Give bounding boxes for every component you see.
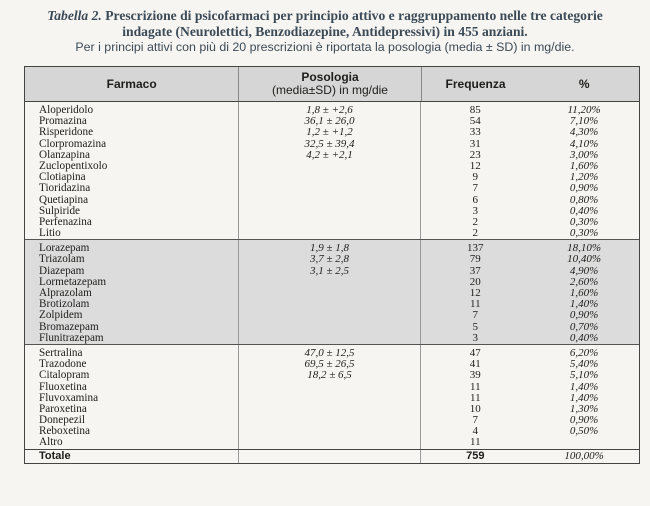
group-neurolettici — [25, 102, 639, 239]
column-percent — [529, 102, 639, 239]
cell-farmaco: Fluvoxamina — [39, 391, 99, 404]
cell-frequenza: 11 — [469, 436, 481, 449]
cell-posologia: 1,2 ± +1,2 — [306, 126, 353, 139]
cell-frequenza: 54 — [469, 115, 481, 128]
cell-percent: 1,30% — [569, 402, 599, 415]
cell-percent: 2,60% — [569, 275, 599, 288]
total-posologia — [239, 450, 422, 463]
cell-posologia: 3,1 ± 2,5 — [310, 264, 350, 277]
cell-frequenza: 11 — [469, 298, 481, 311]
cell-frequenza: 12 — [469, 287, 481, 299]
cell-frequenza: 3 — [472, 204, 479, 217]
cell-farmaco: Citalopram — [39, 369, 90, 382]
cell-frequenza: 11 — [469, 380, 481, 393]
cell-percent: 1,40% — [569, 391, 599, 404]
caption-line2: indagate (Neurolettici, Benzodiazepine, Antidepressivi) in 455 anziani. — [122, 24, 528, 39]
column-posologia — [239, 102, 422, 239]
header-percent: % — [578, 76, 590, 91]
table-header — [25, 67, 639, 102]
cell-farmaco: Risperidone — [39, 126, 94, 139]
column-farmaco — [25, 240, 239, 344]
cell-percent: 0,80% — [569, 193, 599, 206]
cell-farmaco: Lorazepam — [39, 242, 90, 255]
table-body — [25, 102, 639, 449]
column-percent — [529, 240, 639, 344]
cell-frequenza: 31 — [469, 137, 481, 150]
column-frequenza — [421, 345, 529, 449]
cell-percent: 3,00% — [569, 148, 599, 161]
cell-farmaco: Promazina — [39, 115, 87, 128]
cell-percent: 1,40% — [569, 380, 599, 393]
total-label: Totale — [25, 450, 239, 463]
cell-frequenza: 3 — [472, 331, 479, 344]
cell-farmaco: Aloperidolo — [39, 104, 94, 116]
cell-posologia: 69,5 ± 26,5 — [304, 358, 355, 371]
cell-posologia: 18,2 ± 6,5 — [307, 369, 352, 382]
cell-posologia: 47,0 ± 12,5 — [304, 346, 355, 359]
cell-percent: 0,30% — [569, 215, 599, 228]
cell-frequenza: 37 — [469, 264, 481, 277]
header-frequenza: Frequenza — [445, 76, 506, 91]
cell-farmaco: Altro — [39, 436, 63, 449]
total-percent: 100,00% — [564, 449, 604, 462]
cell-frequenza: 7 — [472, 414, 479, 427]
cell-percent: 5,40% — [569, 358, 599, 371]
cell-frequenza: 39 — [469, 369, 481, 382]
cell-percent: 18,10% — [567, 242, 602, 255]
caption-line1: Prescrizione di psicofarmaci per principio attivo e raggruppamento nelle tre categorie — [105, 8, 603, 23]
cell-percent: 4,90% — [569, 264, 599, 277]
cell-percent: 0,90% — [569, 182, 599, 195]
cell-farmaco: Brotizolam — [39, 298, 90, 311]
cell-farmaco: Clorpromazina — [39, 137, 107, 150]
header-farmaco: Farmaco — [25, 67, 239, 101]
cell-percent: 1,40% — [569, 298, 599, 311]
cell-percent: 4,30% — [569, 126, 599, 139]
cell-farmaco: Olanzapina — [39, 148, 90, 161]
cell-percent: 7,10% — [569, 115, 599, 128]
cell-frequenza: 137 — [467, 242, 484, 255]
header-posologia — [239, 67, 421, 101]
cell-frequenza: 4 — [472, 425, 479, 438]
cell-percent: 6,20% — [569, 346, 599, 359]
cell-farmaco: Litio — [39, 227, 61, 240]
cell-posologia: 1,8 ± +2,6 — [306, 104, 353, 116]
cell-farmaco: Triazolam — [39, 253, 85, 266]
cell-farmaco: Alprazolam — [39, 287, 92, 299]
group-antidepressivi — [25, 344, 639, 449]
cell-percent: 0,40% — [569, 331, 599, 344]
cell-frequenza: 7 — [472, 309, 479, 322]
cell-percent: 1,20% — [569, 171, 599, 184]
cell-farmaco: Fluoxetina — [39, 380, 87, 393]
column-frequenza — [421, 102, 529, 239]
column-farmaco — [25, 102, 239, 239]
cell-frequenza: 12 — [469, 159, 481, 172]
column-posologia — [239, 345, 422, 449]
cell-percent: 1,60% — [569, 287, 599, 299]
cell-posologia: 36,1 ± 26,0 — [304, 115, 355, 128]
cell-farmaco: Trazodone — [39, 358, 87, 371]
total-frequenza: 759 — [466, 449, 485, 462]
cell-frequenza: 7 — [472, 182, 479, 195]
cell-frequenza: 33 — [469, 126, 481, 139]
cell-frequenza: 20 — [469, 275, 481, 288]
cell-frequenza: 6 — [472, 193, 479, 206]
cell-frequenza: 5 — [472, 320, 479, 333]
group-benzodiazepine — [25, 239, 639, 344]
column-frequenza — [421, 240, 529, 344]
total-row — [25, 449, 639, 463]
cell-farmaco: Perfenazina — [39, 215, 92, 228]
cell-posologia: 32,5 ± 39,4 — [304, 137, 355, 150]
cell-percent: 11,20% — [567, 104, 601, 116]
cell-frequenza: 79 — [469, 253, 481, 266]
cell-farmaco: Tioridazina — [39, 182, 91, 195]
cell-frequenza: 23 — [469, 148, 481, 161]
cell-percent: 5,10% — [569, 369, 599, 382]
cell-farmaco: Reboxetina — [39, 425, 90, 438]
table-subtitle: Per i principi attivi con più di 20 prescrizioni è riportata la posologia (media ± SD) in mg/die. — [75, 40, 575, 54]
cell-percent: 10,40% — [567, 253, 602, 266]
header-posologia-title: Posologia — [301, 70, 359, 84]
cell-posologia: 4,2 ± +2,1 — [306, 148, 353, 161]
cell-farmaco: Bromazepam — [39, 320, 99, 333]
column-farmaco — [25, 345, 239, 449]
cell-farmaco: Flunitrazepam — [39, 331, 104, 344]
cell-percent: 0,50% — [569, 425, 599, 438]
table-caption — [0, 0, 650, 40]
cell-percent: 0,40% — [569, 204, 599, 217]
cell-farmaco: Sulpiride — [39, 204, 81, 217]
header-posologia-sub: (media±SD) in mg/die — [272, 83, 388, 97]
cell-frequenza: 41 — [469, 358, 481, 371]
cell-frequenza: 10 — [469, 402, 481, 415]
cell-farmaco: Diazepam — [39, 264, 85, 277]
cell-farmaco: Sertralina — [39, 346, 83, 359]
column-posologia — [239, 240, 422, 344]
cell-posologia: 3,7 ± 2,8 — [310, 253, 350, 266]
cell-percent: 0,90% — [569, 414, 599, 427]
cell-farmaco: Donepezil — [39, 414, 85, 427]
cell-posologia: 1,9 ± 1,8 — [310, 242, 350, 255]
cell-frequenza: 2 — [472, 227, 479, 240]
cell-percent: 0,90% — [569, 309, 599, 322]
column-percent — [529, 345, 639, 449]
cell-farmaco: Quetiapina — [39, 193, 89, 206]
cell-percent: 1,60% — [569, 159, 599, 172]
cell-percent: 0,30% — [569, 227, 599, 240]
cell-farmaco: Lormetazepam — [39, 275, 107, 288]
cell-percent: 0,70% — [569, 320, 599, 333]
cell-farmaco: Zuclopentixolo — [39, 159, 108, 172]
cell-frequenza: 2 — [472, 215, 479, 228]
cell-frequenza: 47 — [469, 346, 481, 359]
cell-frequenza: 11 — [469, 391, 481, 404]
cell-percent: 4,10% — [569, 137, 599, 150]
caption-lead: Tabella 2. — [47, 8, 102, 23]
cell-frequenza: 9 — [472, 171, 479, 184]
cell-farmaco: Paroxetina — [39, 402, 87, 415]
cell-farmaco: Zolpidem — [39, 309, 83, 322]
cell-frequenza: 85 — [469, 104, 481, 116]
cell-farmaco: Clotiapina — [39, 171, 86, 184]
prescription-table — [24, 66, 640, 464]
